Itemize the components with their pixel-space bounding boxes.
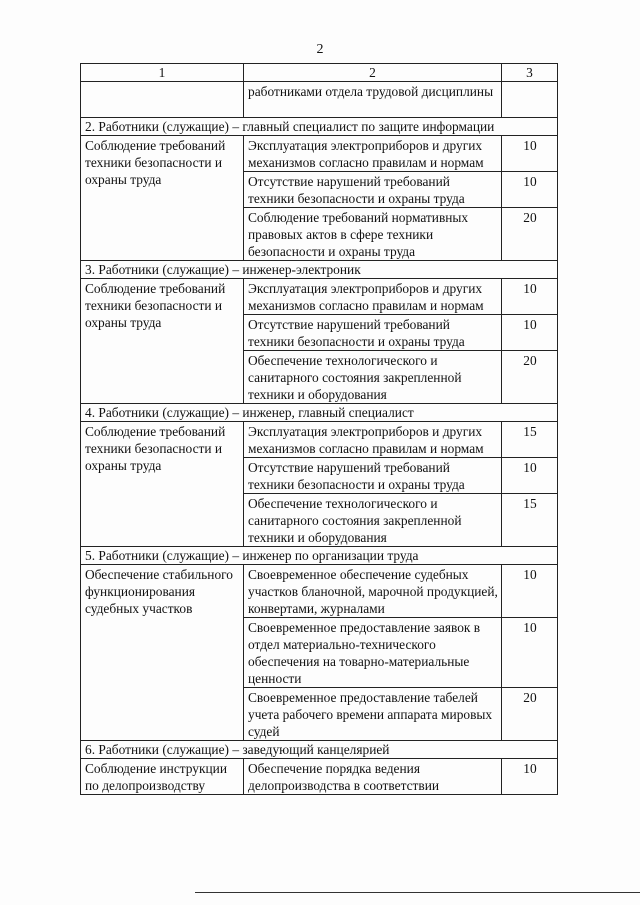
points-cell: 20	[502, 208, 558, 261]
points-cell: 15	[502, 494, 558, 547]
continuation-row	[81, 82, 558, 118]
points-cell: 10	[502, 565, 558, 618]
points-cell: 15	[502, 422, 558, 458]
indicator-cell: Своевременное обеспечение судебных участков бланочной, марочной продукцией, конвертами, журналами	[244, 565, 502, 618]
indicator-cell: Эксплуатация электроприборов и других механизмов согласно правилам и нормам	[244, 136, 502, 172]
criterion-cell: Обеспечение стабильного функционирования судебных участков	[81, 565, 244, 741]
criterion-cell: Соблюдение требований техники безопасности и охраны труда	[81, 422, 244, 547]
indicator-cell: Отсутствие нарушений требований техники безопасности и охраны труда	[244, 172, 502, 208]
continuation-points	[502, 82, 558, 118]
indicator-cell: Отсутствие нарушений требований техники безопасности и охраны труда	[244, 315, 502, 351]
points-cell: 10	[502, 279, 558, 315]
table-row	[81, 565, 558, 618]
points-cell: 10	[502, 136, 558, 172]
section-header-row	[81, 261, 558, 279]
points-cell: 10	[502, 759, 558, 795]
header-row	[81, 64, 558, 82]
section-title: 5. Работники (служащие) – инженер по организации труда	[81, 547, 558, 565]
table-row	[81, 422, 558, 458]
section-title: 4. Работники (служащие) – инженер, главный специалист	[81, 404, 558, 422]
section-header-row	[81, 404, 558, 422]
indicator-cell: Обеспечение порядка ведения делопроизводства в соответствии	[244, 759, 502, 795]
indicator-cell: Соблюдение требований нормативных правовых актов в сфере техники безопасности и охраны труда	[244, 208, 502, 261]
criterion-cell: Соблюдение требований техники безопасности и охраны труда	[81, 279, 244, 404]
table-row	[81, 759, 558, 795]
bottom-divider	[195, 892, 640, 893]
header-col-1: 1	[81, 64, 244, 82]
indicator-cell: Отсутствие нарушений требований техники безопасности и охраны труда	[244, 458, 502, 494]
indicator-cell: Обеспечение технологического и санитарного состояния закрепленной техники и оборудования	[244, 494, 502, 547]
points-cell: 10	[502, 618, 558, 688]
section-header-row	[81, 547, 558, 565]
indicator-cell: Своевременное предоставление заявок в отдел материально-технического обеспечения на товарно-материальные ценности	[244, 618, 502, 688]
header-col-2: 2	[244, 64, 502, 82]
indicator-cell: Эксплуатация электроприборов и других механизмов согласно правилам и нормам	[244, 422, 502, 458]
section-title: 2. Работники (служащие) – главный специалист по защите информации	[81, 118, 558, 136]
points-cell: 20	[502, 688, 558, 741]
criterion-cell: Соблюдение требований техники безопасности и охраны труда	[81, 136, 244, 261]
section-title: 6. Работники (служащие) – заведующий канцелярией	[81, 741, 558, 759]
page-number: 2	[316, 42, 324, 57]
points-cell: 10	[502, 315, 558, 351]
continuation-indicator: работниками отдела трудовой дисциплины	[244, 82, 502, 118]
points-cell: 10	[502, 458, 558, 494]
indicator-cell: Эксплуатация электроприборов и других механизмов согласно правилам и нормам	[244, 279, 502, 315]
section-header-row	[81, 118, 558, 136]
continuation-criterion	[81, 82, 244, 118]
indicator-cell: Обеспечение технологического и санитарного состояния закрепленной техники и оборудования	[244, 351, 502, 404]
section-header-row	[81, 741, 558, 759]
indicator-cell: Своевременное предоставление табелей учета рабочего времени аппарата мировых судей	[244, 688, 502, 741]
section-title: 3. Работники (служащие) – инженер-электроник	[81, 261, 558, 279]
criterion-cell: Соблюдение инструкции по делопроизводству	[81, 759, 244, 795]
points-cell: 10	[502, 172, 558, 208]
table-row	[81, 279, 558, 315]
points-cell: 20	[502, 351, 558, 404]
criteria-table	[80, 63, 558, 795]
table-row	[81, 136, 558, 172]
header-col-3: 3	[502, 64, 558, 82]
